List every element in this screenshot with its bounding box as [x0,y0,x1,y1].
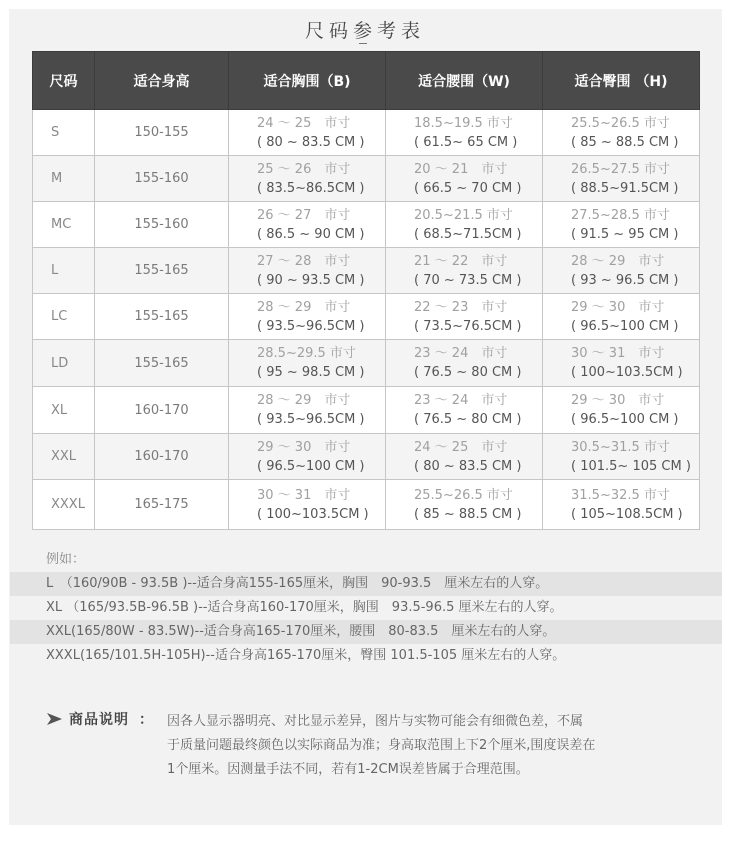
table-row [33,202,700,248]
chest-cm: ( 93.5~96.5CM ) [257,318,365,334]
hip-shicun: 30 ～ 31 市寸 [571,346,665,361]
cell-hip [543,156,700,202]
cell-waist [386,340,543,387]
note-line: 因各人显示器明亮、对比显示差异，图片与实物可能会有细微色差，不属 [167,714,584,729]
header-waist: 适合腰围（W) [386,52,543,110]
table-row [33,110,700,156]
hip-shicun: 30.5~31.5 市寸 [571,439,670,455]
page-title: 尺码参考表 [304,20,425,42]
note-title: 商品说明 [69,712,129,728]
table-row [33,248,700,294]
waist-shicun: 23 ～ 24 市寸 [414,393,508,408]
waist-shicun: 24 ～ 25 市寸 [414,439,508,455]
cell-waist [386,294,543,340]
chest-cm: ( 93.5~96.5CM ) [257,412,365,427]
examples-section [10,548,722,668]
size-reference-table [32,51,700,530]
chest-cm: ( 100~103.5CM ) [257,506,369,522]
header-size: 尺码 [33,52,95,110]
hip-cm: ( 85 ~ 88.5 CM ) [571,134,679,150]
table-header-row [33,52,700,110]
cell-size: L [33,248,95,294]
chest-cm: ( 90 ~ 93.5 CM ) [257,272,365,288]
hip-shicun: 25.5~26.5 市寸 [571,115,670,131]
waist-cm: ( 73.5~76.5CM ) [414,318,522,334]
cell-size: M [33,156,95,202]
example-line: XXL(165/80W - 83.5W)--适合身高165-170厘米，腰围 80-83.5 厘米左右的人穿。 [10,620,722,644]
chest-shicun: 28.5~29.5 市寸 [257,346,356,361]
hip-cm: ( 96.5~100 CM ) [571,318,679,334]
cell-chest [229,202,386,248]
cell-size: XL [33,387,95,434]
cell-size: LD [33,340,95,387]
cell-hip [543,202,700,248]
cell-waist [386,387,543,434]
waist-cm: ( 76.5 ~ 80 CM ) [414,365,522,380]
waist-shicun: 20 ～ 21 市寸 [414,161,508,177]
chest-shicun: 28 ～ 29 市寸 [257,393,351,408]
chest-shicun: 27 ～ 28 市寸 [257,253,351,269]
waist-cm: ( 80 ~ 83.5 CM ) [414,458,522,474]
chest-cm: ( 96.5~100 CM ) [257,458,365,474]
example-line: XL （165/93.5B-96.5B )--适合身高160-170厘米，胸围 93.5-96.5 厘米左右的人穿。 [46,600,563,615]
cell-size: XXL [33,434,95,480]
cell-chest [229,434,386,480]
waist-shicun: 23 ～ 24 市寸 [414,346,508,361]
table-row [33,156,700,202]
waist-cm: ( 68.5~71.5CM ) [414,226,522,242]
header-hip: 适合臀围 （H) [543,52,700,110]
examples-label: 例如： [46,552,86,567]
cell-chest [229,248,386,294]
cell-height: 155-160 [95,202,229,248]
note-body [167,710,687,782]
cell-height: 150-155 [95,110,229,156]
waist-cm: ( 61.5~ 65 CM ) [414,134,518,150]
waist-shicun: 20.5~21.5 市寸 [414,207,513,223]
hip-shicun: 29 ～ 30 市寸 [571,393,665,408]
cell-size: MC [33,202,95,248]
waist-shicun: 22 ～ 23 市寸 [414,299,508,315]
table-row [33,387,700,434]
hip-shicun: 26.5~27.5 市寸 [571,161,670,177]
cell-height: 155-165 [95,294,229,340]
cell-height: 155-165 [95,340,229,387]
hip-shicun: 27.5~28.5 市寸 [571,207,670,223]
cell-hip [543,480,700,530]
arrow-icon [46,712,63,726]
hip-cm: ( 91.5 ~ 95 CM ) [571,226,679,242]
cell-hip [543,294,700,340]
cell-height: 155-165 [95,248,229,294]
waist-cm: ( 76.5 ~ 80 CM ) [414,412,522,427]
cell-chest [229,110,386,156]
cell-waist [386,110,543,156]
hip-cm: ( 93 ~ 96.5 CM ) [571,272,679,288]
table-row [33,434,700,480]
chest-shicun: 28 ～ 29 市寸 [257,299,351,315]
cell-hip [543,248,700,294]
hip-cm: ( 100~103.5CM ) [571,365,683,380]
cell-size: LC [33,294,95,340]
waist-shicun: 21 ～ 22 市寸 [414,253,508,269]
cell-chest [229,480,386,530]
table-row [33,294,700,340]
chest-shicun: 29 ～ 30 市寸 [257,439,351,455]
cell-hip [543,340,700,387]
cell-waist [386,202,543,248]
hip-shicun: 28 ～ 29 市寸 [571,253,665,269]
cell-hip [543,110,700,156]
hip-cm: ( 101.5~ 105 CM ) [571,458,691,474]
cell-size: S [33,110,95,156]
note-heading [46,709,153,729]
chest-shicun: 30 ～ 31 市寸 [257,487,351,503]
cell-hip [543,387,700,434]
hip-shicun: 29 ～ 30 市寸 [571,299,665,315]
waist-cm: ( 70 ~ 73.5 CM ) [414,272,522,288]
chest-cm: ( 80 ~ 83.5 CM ) [257,134,365,150]
cell-hip [543,434,700,480]
note-line: 1个厘米。因测量手法不同，若有1-2CM误差皆属于合理范围。 [167,762,529,777]
cell-height: 165-175 [95,480,229,530]
cell-waist [386,480,543,530]
chest-cm: ( 83.5~86.5CM ) [257,180,365,196]
waist-shicun: 25.5~26.5 市寸 [414,487,513,503]
cell-height: 160-170 [95,387,229,434]
cell-height: 160-170 [95,434,229,480]
cell-chest [229,387,386,434]
hip-cm: ( 105~108.5CM ) [571,506,683,522]
table-row [33,340,700,387]
cell-chest [229,294,386,340]
table-row [33,480,700,530]
cell-chest [229,340,386,387]
chest-cm: ( 95 ~ 98.5 CM ) [257,365,365,380]
example-line: L （160/90B - 93.5B )--适合身高155-165厘米，胸围 90-93.5 厘米左右的人穿。 [10,572,722,596]
example-line: XXXL(165/101.5H-105H)--适合身高165-170厘米，臀围 101.5-105 厘米左右的人穿。 [46,648,566,663]
chest-shicun: 25 ～ 26 市寸 [257,161,351,177]
title-underline-mark [359,43,367,44]
cell-size: XXXL [33,480,95,530]
waist-shicun: 18.5~19.5 市寸 [414,115,513,131]
cell-waist [386,248,543,294]
header-chest: 适合胸围（B) [229,52,386,110]
waist-cm: ( 66.5 ~ 70 CM ) [414,180,522,196]
chest-shicun: 24 ～ 25 市寸 [257,115,351,131]
waist-cm: ( 85 ~ 88.5 CM ) [414,506,522,522]
note-colon: ： [139,712,153,728]
cell-chest [229,156,386,202]
note-line: 于质量问题最终颜色以实际商品为准；身高取范围上下2个厘米,围度误差在 [167,738,596,753]
cell-waist [386,156,543,202]
hip-shicun: 31.5~32.5 市寸 [571,487,670,503]
cell-waist [386,434,543,480]
chest-shicun: 26 ～ 27 市寸 [257,207,351,223]
hip-cm: ( 88.5~91.5CM ) [571,180,679,196]
header-height: 适合身高 [95,52,229,110]
chest-cm: ( 86.5 ~ 90 CM ) [257,226,365,242]
cell-height: 155-160 [95,156,229,202]
hip-cm: ( 96.5~100 CM ) [571,412,679,427]
